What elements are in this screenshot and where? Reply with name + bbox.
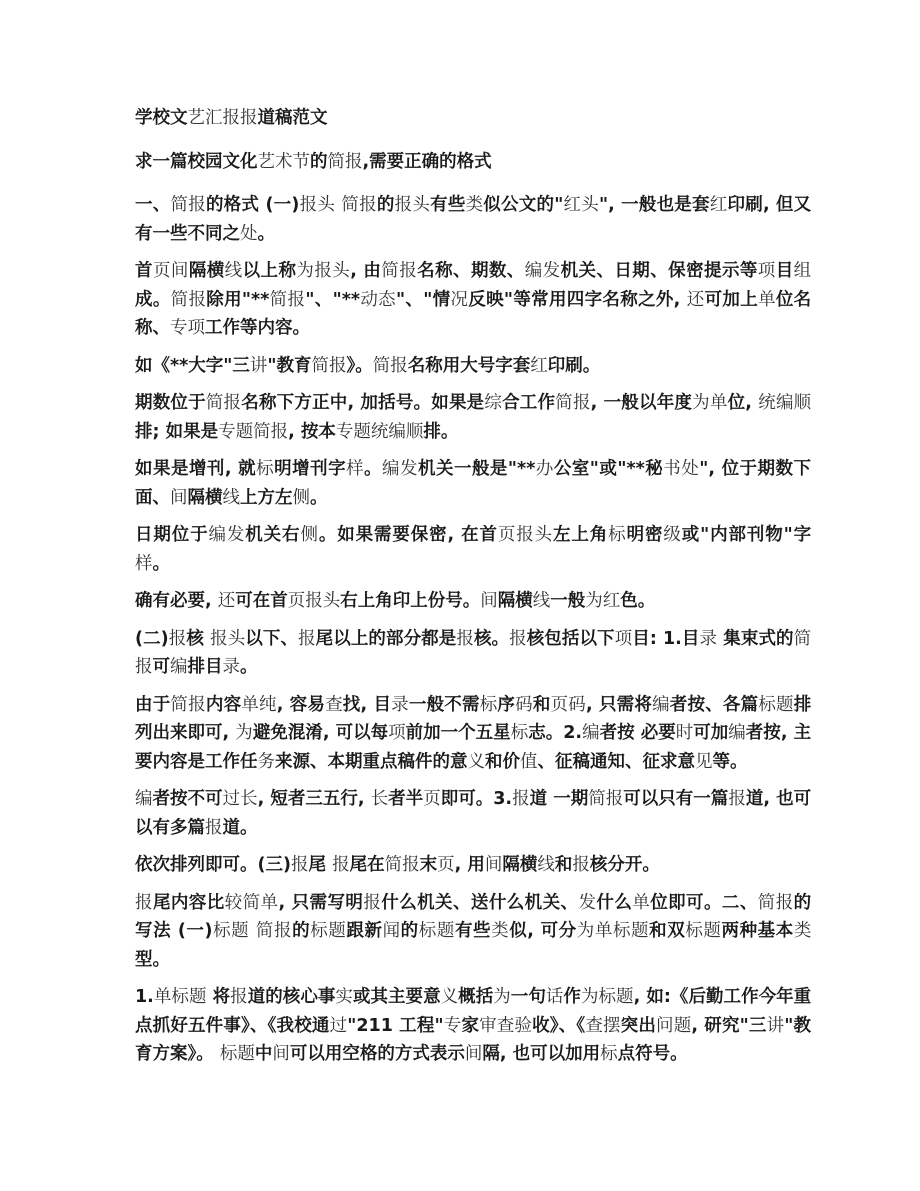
regular-weight-char: 为 xyxy=(235,723,253,743)
regular-weight-char: 简 xyxy=(588,789,606,809)
regular-weight-char: 报 xyxy=(135,657,153,677)
regular-weight-char: 单 xyxy=(241,694,259,715)
regular-weight-char: 报 xyxy=(456,628,474,649)
regular-weight-char: 头 xyxy=(581,195,600,215)
regular-weight-char: 标 xyxy=(256,459,275,479)
paragraph: 期数位于简报名称下方正中, 加括号。如果是综合工作简报, 一般以年度为单位, 统编顺排; 如果是专题简报, 按本专题统编顺排。 xyxy=(135,393,812,442)
regular-weight-char: 顺 xyxy=(405,421,424,442)
regular-weight-char: 头 xyxy=(412,195,431,215)
regular-weight-char: 专 xyxy=(335,421,354,442)
regular-weight-char: 书 xyxy=(663,459,682,479)
paragraph: 学校文艺汇报报道稿范文 xyxy=(135,108,328,128)
regular-weight-char: 红 xyxy=(602,591,621,611)
regular-weight-char: 艺 xyxy=(187,108,205,128)
regular-weight-char: 头 xyxy=(317,195,336,215)
document-body xyxy=(135,104,811,1078)
regular-weight-char: 报 xyxy=(274,921,293,941)
regular-weight-char: 组 xyxy=(793,261,812,281)
regular-weight-char: 标 xyxy=(612,921,632,941)
regular-weight-char: 单 xyxy=(260,892,279,913)
regular-weight-char: 专 xyxy=(170,318,188,338)
regular-weight-char: 报 xyxy=(230,987,248,1007)
regular-weight-char: 为 xyxy=(493,987,511,1007)
regular-weight-char: 头 xyxy=(322,591,341,611)
regular-weight-char: 简 xyxy=(255,921,275,941)
regular-weight-char: 过 xyxy=(222,789,241,809)
regular-weight-char: 报 xyxy=(210,628,228,649)
regular-weight-char: 报 xyxy=(402,855,420,875)
regular-weight-char: 项 xyxy=(187,318,205,338)
regular-weight-char: 讲 xyxy=(249,355,268,376)
regular-weight-char: 报 xyxy=(291,855,309,875)
regular-weight-char: 简 xyxy=(793,628,812,649)
regular-weight-char: 处 xyxy=(681,459,700,479)
regular-weight-char: 标 xyxy=(598,987,617,1007)
regular-weight-char: 简 xyxy=(170,289,189,310)
regular-weight-char: 编 xyxy=(382,459,401,479)
paragraph: 一、简报的格式 (一)报头 简报的报头有些类似公文的"红头", 一般也是套红印刷, 但又有一些不同之处。 xyxy=(135,195,812,244)
regular-weight-char: 线 xyxy=(537,855,555,875)
regular-weight-char: 题 xyxy=(616,987,634,1007)
regular-weight-char: 发 xyxy=(226,525,246,545)
regular-weight-char: 页 xyxy=(437,855,455,875)
regular-weight-char: 题 xyxy=(188,987,207,1007)
regular-weight-char: 红 xyxy=(709,195,728,215)
regular-weight-char: 标 xyxy=(171,987,189,1007)
paragraph: 1.单标题 将报道的核心事实或其主要意义概括为一句话作为标题, 如:《后勤工作今年重点抓好五件事》、《我校通过"211 工程"专家审查验收》、《查摆突出问题, 研究"三讲"教育方案》。 标题中间可以用空格的方式表示间隔, 也可以加用标点符号。 xyxy=(135,987,812,1064)
regular-weight-char: 类 xyxy=(793,921,812,941)
regular-weight-char: 录 xyxy=(391,694,409,715)
regular-weight-char: 专 xyxy=(218,421,236,442)
regular-weight-char: 标 xyxy=(608,525,627,545)
regular-weight-char: 验 xyxy=(514,1015,533,1036)
regular-weight-char: 讲 xyxy=(766,1015,785,1036)
regular-weight-char: 编 xyxy=(388,421,406,442)
regular-weight-char: 术 xyxy=(275,151,293,172)
regular-weight-char: 时 xyxy=(675,723,694,743)
regular-weight-char: 题 xyxy=(631,921,650,941)
paragraph: 编者按不可过长, 短者三五行, 长者半页即可。3.报道 一期简报可以只有一篇报道, 也可以有多篇报道。 xyxy=(135,789,812,838)
paragraph: (二)报核 报头以下、报尾以上的部分都是报核。报核包括以下项目: 1.目录 集束式的简报可编排目录。 xyxy=(135,628,812,677)
regular-weight-char: 报 xyxy=(314,261,333,281)
regular-weight-char: 报 xyxy=(135,892,153,913)
regular-weight-char: 值 xyxy=(520,751,538,772)
regular-weight-char: 报 xyxy=(775,892,794,913)
regular-weight-char: 动 xyxy=(360,289,379,310)
paragraph: 由于简报内容单纯, 容易查找, 目录一般不需标序码和页码, 只需将编者按、各篇标题排列出来即可, 为避免混淆, 可以每项前加一个五星标志。2.编者按 必要时可加编者按, 主要内容是工作任务来源、本期重点稿件的意义和价值、征稿通知、征求意见等。 xyxy=(135,694,812,772)
regular-weight-char: 发 xyxy=(542,261,561,281)
regular-weight-char: 报 xyxy=(572,855,590,875)
regular-weight-char: 顺 xyxy=(793,393,812,413)
regular-weight-char: 报 xyxy=(222,108,240,128)
regular-weight-char: 题 xyxy=(328,921,347,941)
regular-weight-char: 报 xyxy=(605,789,624,809)
regular-weight-char: 简 xyxy=(253,421,271,442)
regular-weight-char: 头 xyxy=(227,628,246,649)
regular-weight-char: 办 xyxy=(535,459,554,479)
regular-weight-char: 单 xyxy=(758,289,776,310)
regular-weight-char: 单 xyxy=(153,987,172,1007)
regular-weight-char: 报 xyxy=(728,789,746,809)
regular-weight-char: 报 xyxy=(512,789,530,809)
regular-weight-char: 标 xyxy=(310,921,329,941)
regular-weight-char: 问 xyxy=(656,1015,674,1036)
regular-weight-char: 页 xyxy=(423,789,441,809)
regular-weight-char: 义 xyxy=(467,751,485,772)
regular-weight-char: 简 xyxy=(242,892,261,913)
regular-weight-char: 为 xyxy=(585,591,603,611)
regular-weight-char: 报 xyxy=(332,855,350,875)
regular-weight-char: 义 xyxy=(440,987,459,1007)
regular-weight-char: 编 xyxy=(170,657,188,677)
regular-weight-char: 摆 xyxy=(603,1015,621,1036)
regular-weight-char: 简 xyxy=(384,855,403,875)
paragraph: 如果是增刊, 就标明增刊字样。编发机关一般是"**办公室"或"**秘书处", 位于期数下面、间隔横线上方左侧。 xyxy=(135,459,812,508)
regular-weight-char: 发 xyxy=(400,459,418,479)
regular-weight-char: 统 xyxy=(370,421,389,442)
regular-weight-char: 标 xyxy=(510,723,529,743)
regular-weight-char: 为 xyxy=(576,921,595,941)
regular-weight-char: 间 xyxy=(484,855,503,875)
regular-weight-char: 标 xyxy=(418,921,437,941)
regular-weight-char: 态 xyxy=(378,289,396,310)
regular-weight-char: 为 xyxy=(580,987,599,1007)
regular-weight-char: 实 xyxy=(335,987,353,1007)
regular-weight-char: 报 xyxy=(188,195,206,215)
regular-weight-char: 红 xyxy=(530,355,548,376)
regular-weight-char: 间 xyxy=(480,591,498,611)
regular-weight-char: 审 xyxy=(479,1015,497,1036)
regular-weight-char: 页 xyxy=(152,261,171,281)
regular-weight-char: 报 xyxy=(516,525,535,545)
regular-weight-char: 页 xyxy=(550,694,569,715)
regular-weight-char: 还 xyxy=(217,591,236,611)
regular-weight-char: 项 xyxy=(388,723,406,743)
regular-weight-char: 间 xyxy=(170,487,188,508)
regular-weight-char: 查 xyxy=(496,1015,515,1036)
regular-weight-char: 简 xyxy=(205,393,224,413)
regular-weight-char: 话 xyxy=(545,987,564,1007)
regular-weight-char: 编 xyxy=(582,723,600,743)
regular-weight-char: 报 xyxy=(399,261,418,281)
regular-weight-char: 还 xyxy=(686,289,705,310)
regular-weight-char: 报 xyxy=(345,151,363,172)
regular-weight-char: 报 xyxy=(298,628,316,649)
regular-weight-char: 简 xyxy=(269,289,288,310)
regular-weight-char: 标 xyxy=(479,694,498,715)
regular-weight-char: 编 xyxy=(208,525,227,545)
regular-weight-char: 简 xyxy=(170,195,189,215)
regular-weight-char: 编 xyxy=(728,723,746,743)
regular-weight-char: 专 xyxy=(443,1015,462,1036)
regular-weight-char: 闻 xyxy=(382,921,401,941)
regular-weight-char: 页 xyxy=(287,591,306,611)
regular-weight-char: 纯 xyxy=(259,694,277,715)
regular-weight-char: 题 xyxy=(231,921,250,941)
regular-weight-char: 报 xyxy=(270,421,289,442)
regular-weight-char: 报 xyxy=(359,195,377,215)
regular-weight-char: 报 xyxy=(188,289,207,310)
regular-weight-char: 简 xyxy=(372,355,391,376)
regular-weight-char: 标 xyxy=(219,1044,238,1064)
regular-weight-char: 简 xyxy=(327,151,345,172)
regular-weight-char: 单 xyxy=(594,921,613,941)
regular-weight-char: 项 xyxy=(757,261,776,281)
regular-weight-char: 报 xyxy=(305,591,323,611)
regular-weight-char: 查 xyxy=(325,694,343,715)
regular-weight-char: 页 xyxy=(497,525,517,545)
regular-weight-char: 简 xyxy=(555,393,573,413)
regular-weight-char: 为 xyxy=(296,261,315,281)
regular-weight-char: 报 xyxy=(188,694,206,715)
regular-weight-char: 码 xyxy=(515,694,533,715)
regular-weight-char: 题 xyxy=(235,421,254,442)
paragraph: 首页间隔横线以上称为报头, 由简报名称、期数、编发机关、日期、保密提示等项目组成。简报除用"**简报"、"**动态"、"情况反映"等常用四字名称之外, 还可加上单位名称、专项工作等内容。 xyxy=(135,261,812,338)
regular-weight-char: 级 xyxy=(663,525,682,545)
regular-weight-char: 标 xyxy=(212,921,232,941)
regular-weight-char: 较 xyxy=(224,892,243,913)
regular-weight-char: 类 xyxy=(465,195,484,215)
regular-weight-char: 报 xyxy=(329,355,347,376)
regular-weight-char: 务 xyxy=(257,751,275,772)
regular-weight-char: 题 xyxy=(703,921,722,941)
regular-weight-char: 单 xyxy=(632,892,651,913)
regular-weight-char: 节 xyxy=(292,151,310,172)
regular-weight-char: 头 xyxy=(534,525,554,545)
paragraph: 求一篇校园文化艺术节的简报,需要正确的格式 xyxy=(135,151,492,172)
regular-weight-char: 编 xyxy=(652,694,670,715)
regular-weight-char: 报 xyxy=(287,289,306,310)
regular-weight-char: 过 xyxy=(329,1015,348,1036)
regular-weight-char: 样 xyxy=(135,553,153,574)
regular-weight-char: 题 xyxy=(237,1044,255,1064)
regular-weight-char: 报 xyxy=(223,393,242,413)
regular-weight-char: 题 xyxy=(436,921,455,941)
regular-weight-char: 查 xyxy=(585,1015,603,1036)
regular-weight-char: 报 xyxy=(240,108,258,128)
regular-weight-char: 编 xyxy=(135,789,153,809)
regular-weight-char: 艺 xyxy=(257,151,275,172)
regular-weight-char: 线 xyxy=(222,487,240,508)
regular-weight-char: 报 xyxy=(394,195,413,215)
regular-weight-char: 间 xyxy=(272,1044,290,1064)
regular-weight-char: 码 xyxy=(568,694,587,715)
regular-weight-char: 报 xyxy=(205,817,223,838)
regular-weight-char: 样 xyxy=(346,459,365,479)
regular-weight-char: 长 xyxy=(240,789,258,809)
regular-weight-char: 为 xyxy=(692,393,710,413)
regular-weight-char: 报 xyxy=(509,628,527,649)
regular-weight-char: 项 xyxy=(614,628,633,649)
regular-weight-char: 报 xyxy=(168,628,187,649)
regular-weight-char: 线 xyxy=(224,261,243,281)
paragraph: 确有必要, 还可在首页报头右上角印上份号。间隔横线一般为红色。 xyxy=(135,591,656,611)
regular-weight-char: 编 xyxy=(524,261,543,281)
regular-weight-char: 简 xyxy=(341,195,360,215)
regular-weight-char: 红 xyxy=(563,195,582,215)
regular-weight-char: 头 xyxy=(332,261,351,281)
regular-weight-char: 综 xyxy=(484,393,503,413)
regular-weight-char: 统 xyxy=(758,393,776,413)
regular-weight-char: 发 xyxy=(578,892,597,913)
regular-weight-char: 简 xyxy=(757,892,776,913)
regular-weight-char: 线 xyxy=(532,591,551,611)
regular-weight-char: 标 xyxy=(600,1044,618,1064)
paragraph: 日期位于编发机关右侧。如果需要保密, 在首页报头左上角标明密级或"内部刊物"字样。 xyxy=(135,525,812,574)
regular-weight-char: 报 xyxy=(299,195,318,215)
regular-weight-char: 简 xyxy=(311,355,330,376)
regular-weight-char: 侧 xyxy=(292,487,310,508)
regular-weight-char: 见 xyxy=(695,751,713,772)
paragraph: 如《**大字"三讲"教育简报》。简报名称用大号字套红印刷。 xyxy=(135,355,601,376)
regular-weight-char: 编 xyxy=(775,393,794,413)
regular-weight-char: 录 xyxy=(699,628,718,649)
regular-weight-char: 题 xyxy=(776,694,794,715)
regular-weight-char: 长 xyxy=(370,789,389,809)
regular-weight-char: 简 xyxy=(381,261,400,281)
regular-weight-char: 侧 xyxy=(300,525,319,545)
regular-weight-char: 录 xyxy=(222,657,240,677)
regular-weight-char: 报 xyxy=(390,355,408,376)
regular-weight-char: 汇 xyxy=(205,108,223,128)
regular-weight-char: 间 xyxy=(170,261,189,281)
regular-weight-char: 单 xyxy=(709,393,728,413)
regular-weight-char: 报 xyxy=(572,393,591,413)
regular-weight-char: 况 xyxy=(450,289,469,310)
regular-weight-char: 标 xyxy=(758,694,777,715)
regular-weight-char: 题 xyxy=(353,421,371,442)
paragraph: 报尾内容比较简单, 只需写明报什么机关、送什么机关、发什么单位即可。二、简报的写法 (一)标题 简报的标题跟新闻的标题有些类似, 可分为单标题和双标题两种基本类型。 xyxy=(135,892,812,970)
regular-weight-char: 类 xyxy=(491,921,510,941)
regular-weight-char: 间 xyxy=(464,1044,483,1064)
regular-weight-char: 简 xyxy=(170,694,189,715)
regular-weight-char: 标 xyxy=(685,921,704,941)
regular-weight-char: 处 xyxy=(240,223,258,244)
paragraph: 依次排列即可。(三)报尾 报尾在简报末页, 用间隔横线和报核分开。 xyxy=(135,855,660,875)
regular-weight-char: 题 xyxy=(673,1015,692,1036)
regular-weight-char: 报 xyxy=(363,892,382,913)
